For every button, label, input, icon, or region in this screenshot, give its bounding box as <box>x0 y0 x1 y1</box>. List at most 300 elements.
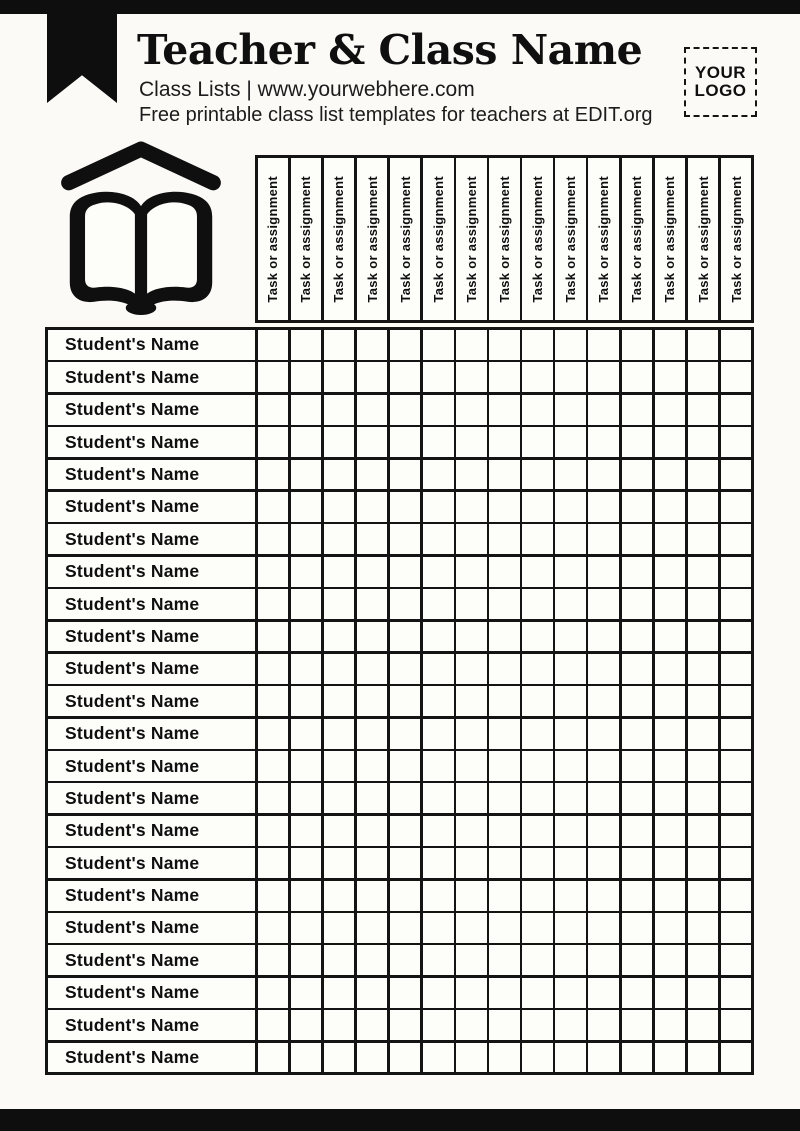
task-cell <box>522 719 553 749</box>
logo-text-line2: LOGO <box>694 81 747 100</box>
task-cell <box>522 427 553 457</box>
task-cell <box>522 654 553 684</box>
task-cell <box>423 1043 454 1073</box>
task-cell <box>655 751 686 781</box>
task-cell <box>456 751 487 781</box>
task-cell <box>489 492 520 522</box>
task-cell <box>324 1010 355 1040</box>
task-cell <box>258 395 289 425</box>
task-cell <box>258 557 289 587</box>
task-cell <box>588 816 619 846</box>
task-cell <box>588 881 619 911</box>
task-cell <box>688 427 719 457</box>
task-cell <box>588 978 619 1008</box>
task-cell <box>456 427 487 457</box>
task-cell <box>357 1010 388 1040</box>
task-cell <box>258 686 289 716</box>
task-cell <box>655 686 686 716</box>
task-cell <box>688 622 719 652</box>
student-name-cell: Student's Name <box>48 622 255 652</box>
task-cell <box>489 395 520 425</box>
task-cell <box>423 654 454 684</box>
task-cell <box>258 816 289 846</box>
task-cell <box>291 622 322 652</box>
task-cell <box>489 1010 520 1040</box>
task-cell <box>390 460 421 490</box>
task-cell <box>390 686 421 716</box>
column-header-label: Task or assignment <box>596 175 612 303</box>
task-cell <box>721 557 752 587</box>
task-cell <box>555 362 586 392</box>
task-cell <box>721 395 752 425</box>
task-cell <box>655 913 686 943</box>
task-cell <box>390 395 421 425</box>
task-cell <box>423 719 454 749</box>
task-cell <box>258 783 289 813</box>
student-name-cell: Student's Name <box>48 751 255 781</box>
task-cell <box>688 395 719 425</box>
task-cell <box>622 945 653 975</box>
task-cell <box>390 881 421 911</box>
task-cell <box>622 686 653 716</box>
task-cell <box>390 524 421 554</box>
task-cell <box>522 751 553 781</box>
task-cell <box>688 848 719 878</box>
task-cell <box>655 978 686 1008</box>
column-header-label: Task or assignment <box>629 175 645 303</box>
task-cell <box>688 751 719 781</box>
task-cell <box>357 945 388 975</box>
column-header-cell <box>423 158 454 320</box>
task-cell <box>390 427 421 457</box>
task-cell <box>522 978 553 1008</box>
task-cell <box>423 589 454 619</box>
task-cell <box>721 622 752 652</box>
task-cell <box>258 654 289 684</box>
student-name-cell: Student's Name <box>48 686 255 716</box>
task-cell <box>655 330 686 360</box>
task-cell <box>291 589 322 619</box>
task-cell <box>390 492 421 522</box>
task-cell <box>423 524 454 554</box>
column-header-label: Task or assignment <box>364 175 380 303</box>
column-header-label: Task or assignment <box>331 175 347 303</box>
task-cell <box>655 460 686 490</box>
column-header-label: Task or assignment <box>563 175 579 303</box>
open-book-school-icon <box>57 141 225 316</box>
task-cell <box>489 330 520 360</box>
task-cell <box>357 330 388 360</box>
task-cell <box>324 589 355 619</box>
task-cell <box>357 427 388 457</box>
task-cell <box>555 589 586 619</box>
task-cell <box>522 816 553 846</box>
task-cell <box>423 751 454 781</box>
task-cell <box>489 524 520 554</box>
student-name-cell: Student's Name <box>48 589 255 619</box>
student-name-cell: Student's Name <box>48 654 255 684</box>
task-cell <box>588 524 619 554</box>
task-cell <box>489 719 520 749</box>
task-cell <box>555 557 586 587</box>
column-header-cell <box>258 158 289 320</box>
task-cell <box>324 460 355 490</box>
task-cell <box>291 719 322 749</box>
task-cell <box>655 557 686 587</box>
task-cell <box>489 622 520 652</box>
task-cell <box>489 945 520 975</box>
student-name-cell: Student's Name <box>48 978 255 1008</box>
task-cell <box>258 913 289 943</box>
task-cell <box>324 751 355 781</box>
task-cell <box>555 816 586 846</box>
column-header-cell <box>622 158 653 320</box>
task-cell <box>655 524 686 554</box>
task-cell <box>622 816 653 846</box>
task-cell <box>390 945 421 975</box>
task-cell <box>456 816 487 846</box>
task-cell <box>357 719 388 749</box>
task-cell <box>721 492 752 522</box>
task-cell <box>456 654 487 684</box>
class-grid-body <box>45 327 754 1075</box>
task-cell <box>357 460 388 490</box>
task-cell <box>456 557 487 587</box>
column-header-label: Task or assignment <box>695 175 711 303</box>
page-subtitle: Class Lists | www.yourwebhere.com <box>139 78 475 101</box>
task-cell <box>522 524 553 554</box>
task-cell <box>622 460 653 490</box>
task-cell <box>622 719 653 749</box>
task-cell <box>721 751 752 781</box>
task-cell <box>423 978 454 1008</box>
task-cell <box>721 330 752 360</box>
task-cell <box>655 945 686 975</box>
task-cell <box>622 783 653 813</box>
task-cell <box>489 816 520 846</box>
task-cell <box>522 783 553 813</box>
column-header-cell <box>324 158 355 320</box>
column-header-cell <box>390 158 421 320</box>
task-cell <box>258 460 289 490</box>
task-cell <box>655 622 686 652</box>
task-cell <box>721 1043 752 1073</box>
task-cell <box>522 589 553 619</box>
task-cell <box>423 1010 454 1040</box>
task-cell <box>324 848 355 878</box>
task-cell <box>390 362 421 392</box>
page-title: Teacher & Class Name <box>137 26 643 74</box>
task-cell <box>291 557 322 587</box>
task-cell <box>291 751 322 781</box>
task-cell <box>522 460 553 490</box>
task-cell <box>456 460 487 490</box>
task-cell <box>324 816 355 846</box>
task-cell <box>622 330 653 360</box>
task-cell <box>688 1043 719 1073</box>
task-cell <box>291 1010 322 1040</box>
task-cell <box>390 1010 421 1040</box>
task-cell <box>324 330 355 360</box>
bookmark-ribbon-icon <box>47 0 117 103</box>
task-cell <box>258 622 289 652</box>
task-cell <box>258 978 289 1008</box>
task-cell <box>555 848 586 878</box>
task-cell <box>622 1010 653 1040</box>
task-cell <box>456 783 487 813</box>
task-cell <box>357 622 388 652</box>
task-cell <box>324 686 355 716</box>
task-cell <box>721 1010 752 1040</box>
task-cell <box>324 654 355 684</box>
task-cell <box>291 330 322 360</box>
task-cell <box>555 492 586 522</box>
task-cell <box>622 751 653 781</box>
task-cell <box>258 492 289 522</box>
task-cell <box>291 881 322 911</box>
column-header-label: Task or assignment <box>728 175 744 303</box>
task-cell <box>324 622 355 652</box>
task-cell <box>258 719 289 749</box>
task-cell <box>423 395 454 425</box>
task-cell <box>721 654 752 684</box>
task-cell <box>258 1043 289 1073</box>
task-cell <box>324 719 355 749</box>
task-cell <box>324 881 355 911</box>
student-name-cell: Student's Name <box>48 719 255 749</box>
task-cell <box>588 719 619 749</box>
task-cell <box>291 1043 322 1073</box>
student-name-cell: Student's Name <box>48 362 255 392</box>
task-cell <box>390 330 421 360</box>
student-name-cell: Student's Name <box>48 524 255 554</box>
column-header-cell <box>555 158 586 320</box>
column-header-label: Task or assignment <box>496 175 512 303</box>
task-cell <box>324 395 355 425</box>
task-cell <box>291 816 322 846</box>
task-cell <box>688 881 719 911</box>
task-cell <box>489 362 520 392</box>
task-cell <box>555 686 586 716</box>
column-header-label: Task or assignment <box>397 175 413 303</box>
task-cell <box>721 913 752 943</box>
task-cell <box>588 460 619 490</box>
task-cell <box>291 848 322 878</box>
column-header-cell <box>688 158 719 320</box>
task-cell <box>655 654 686 684</box>
task-cell <box>588 557 619 587</box>
task-cell <box>489 978 520 1008</box>
task-cell <box>357 783 388 813</box>
task-cell <box>622 1043 653 1073</box>
task-cell <box>390 1043 421 1073</box>
task-cell <box>655 881 686 911</box>
task-cell <box>357 654 388 684</box>
task-cell <box>258 881 289 911</box>
task-cell <box>456 362 487 392</box>
task-cell <box>688 460 719 490</box>
task-cell <box>489 913 520 943</box>
task-cell <box>721 978 752 1008</box>
column-header-cell <box>456 158 487 320</box>
task-cell <box>258 524 289 554</box>
task-cell <box>555 881 586 911</box>
task-cell <box>357 848 388 878</box>
task-cell <box>688 654 719 684</box>
task-cell <box>291 978 322 1008</box>
task-cell <box>423 492 454 522</box>
task-cell <box>555 1043 586 1073</box>
task-cell <box>357 395 388 425</box>
student-name-cell: Student's Name <box>48 1010 255 1040</box>
task-cell <box>390 622 421 652</box>
task-cell <box>522 848 553 878</box>
task-cell <box>522 362 553 392</box>
task-cell <box>588 686 619 716</box>
task-cell <box>456 524 487 554</box>
task-cell <box>721 427 752 457</box>
task-cell <box>324 945 355 975</box>
task-cell <box>456 395 487 425</box>
task-cell <box>291 913 322 943</box>
bottom-accent-bar <box>0 1109 800 1131</box>
task-cell <box>291 427 322 457</box>
task-cell <box>688 913 719 943</box>
task-cell <box>324 362 355 392</box>
student-name-cell: Student's Name <box>48 330 255 360</box>
column-header-cell <box>522 158 553 320</box>
task-cell <box>688 362 719 392</box>
task-cell <box>291 524 322 554</box>
task-cell <box>688 816 719 846</box>
task-cell <box>291 395 322 425</box>
task-cell <box>489 427 520 457</box>
task-cell <box>688 589 719 619</box>
task-cell <box>456 686 487 716</box>
task-cell <box>655 362 686 392</box>
task-cell <box>721 686 752 716</box>
task-cell <box>357 589 388 619</box>
task-cell <box>622 913 653 943</box>
task-cell <box>390 719 421 749</box>
task-cell <box>522 686 553 716</box>
task-cell <box>357 881 388 911</box>
task-cell <box>489 848 520 878</box>
task-cell <box>456 719 487 749</box>
task-cell <box>522 557 553 587</box>
task-cell <box>258 362 289 392</box>
task-cell <box>655 427 686 457</box>
task-cell <box>721 362 752 392</box>
task-cell <box>423 913 454 943</box>
task-cell <box>555 1010 586 1040</box>
task-cell <box>357 524 388 554</box>
task-cell <box>489 654 520 684</box>
task-cell <box>622 524 653 554</box>
task-cell <box>721 589 752 619</box>
task-cell <box>522 1010 553 1040</box>
task-cell <box>721 816 752 846</box>
task-cell <box>588 492 619 522</box>
column-header-label: Task or assignment <box>430 175 446 303</box>
task-cell <box>555 330 586 360</box>
task-cell <box>655 719 686 749</box>
task-cell <box>456 589 487 619</box>
task-cell <box>258 751 289 781</box>
task-cell <box>655 1010 686 1040</box>
task-cell <box>622 557 653 587</box>
column-header-cell <box>357 158 388 320</box>
task-cell <box>588 848 619 878</box>
task-cell <box>324 1043 355 1073</box>
task-cell <box>456 1010 487 1040</box>
task-cell <box>688 978 719 1008</box>
student-name-cell: Student's Name <box>48 427 255 457</box>
task-cell <box>258 945 289 975</box>
task-cell <box>423 557 454 587</box>
task-cell <box>324 913 355 943</box>
task-cell <box>655 492 686 522</box>
task-cell <box>588 622 619 652</box>
task-cell <box>390 751 421 781</box>
task-cell <box>655 589 686 619</box>
task-cell <box>489 589 520 619</box>
task-cell <box>688 719 719 749</box>
task-cell <box>721 460 752 490</box>
student-name-cell: Student's Name <box>48 460 255 490</box>
task-cell <box>588 362 619 392</box>
task-cell <box>324 524 355 554</box>
task-cell <box>423 848 454 878</box>
student-name-cell: Student's Name <box>48 783 255 813</box>
task-cell <box>522 945 553 975</box>
task-cell <box>456 978 487 1008</box>
task-cell <box>555 783 586 813</box>
task-cell <box>655 848 686 878</box>
task-cell <box>489 881 520 911</box>
task-cell <box>588 783 619 813</box>
task-cell <box>291 783 322 813</box>
page-tagline: Free printable class list templates for teachers at EDIT.org <box>139 104 653 126</box>
task-cell <box>357 816 388 846</box>
column-header-cell <box>489 158 520 320</box>
task-cell <box>258 848 289 878</box>
task-cell <box>324 978 355 1008</box>
task-cell <box>357 492 388 522</box>
task-cell <box>688 1010 719 1040</box>
task-cell <box>655 395 686 425</box>
task-cell <box>357 1043 388 1073</box>
task-cell <box>622 654 653 684</box>
task-cell <box>522 395 553 425</box>
task-cell <box>622 622 653 652</box>
student-name-cell: Student's Name <box>48 913 255 943</box>
task-cell <box>588 945 619 975</box>
task-cell <box>489 557 520 587</box>
column-header-label: Task or assignment <box>530 175 546 303</box>
task-cell <box>390 978 421 1008</box>
task-cell <box>622 881 653 911</box>
task-cell <box>357 913 388 943</box>
task-cell <box>555 913 586 943</box>
task-cell <box>688 783 719 813</box>
task-cell <box>324 783 355 813</box>
task-cell <box>456 1043 487 1073</box>
task-cell <box>555 622 586 652</box>
column-header-cell <box>291 158 322 320</box>
column-header-label: Task or assignment <box>265 175 281 303</box>
task-cell <box>423 362 454 392</box>
